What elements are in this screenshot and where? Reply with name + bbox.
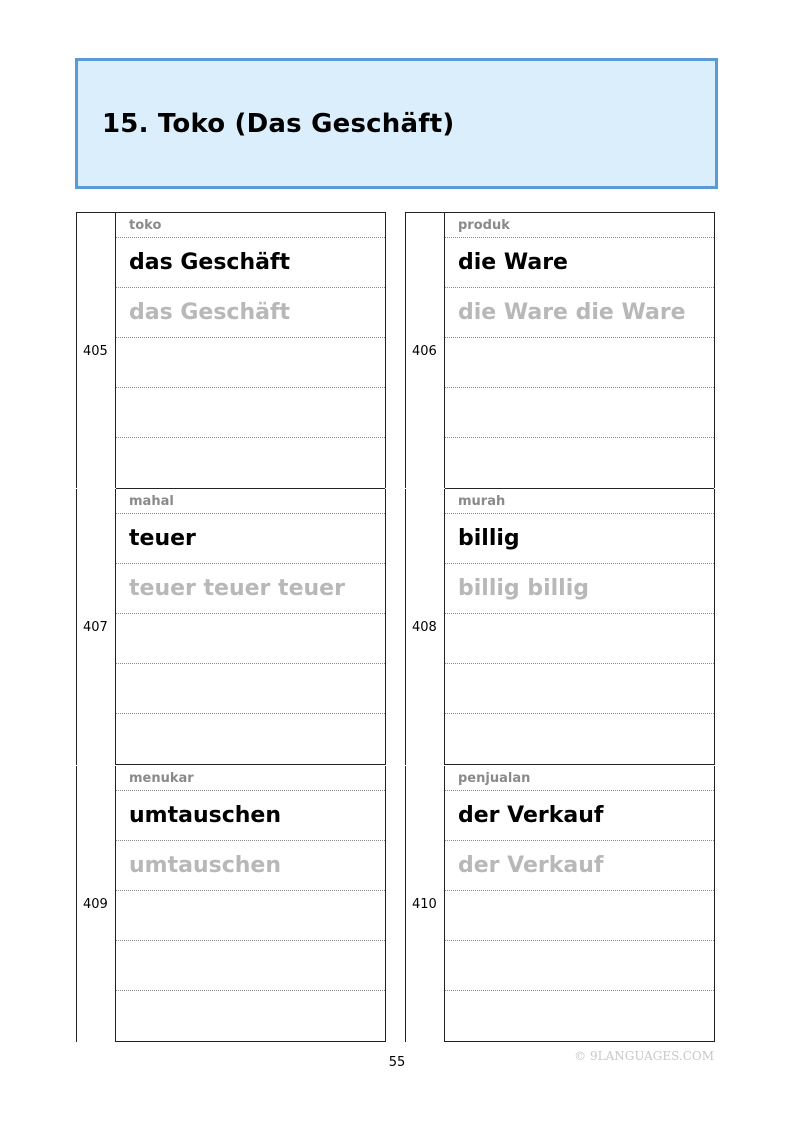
gloss-label: mahal <box>129 494 174 509</box>
vocab-word: teuer <box>129 526 196 551</box>
writing-line[interactable] <box>116 664 385 714</box>
vocab-word: das Geschäft <box>129 250 291 275</box>
writing-line[interactable] <box>445 891 714 941</box>
writing-line[interactable] <box>445 614 714 664</box>
page-number: 55 <box>388 1055 406 1070</box>
gloss-label: murah <box>458 494 506 509</box>
entry-number: 408 <box>412 620 437 635</box>
vocab-word: der Verkauf <box>458 803 604 828</box>
writing-line[interactable] <box>116 338 385 388</box>
writing-line[interactable] <box>445 941 714 991</box>
vocab-word: umtauschen <box>129 803 281 828</box>
vocab-card <box>76 489 386 765</box>
vocab-word: die Ware <box>458 250 568 275</box>
writing-line[interactable] <box>116 941 385 991</box>
trace-text: der Verkauf <box>458 853 604 878</box>
trace-text: umtauschen <box>129 853 281 878</box>
vocab-card <box>76 212 386 488</box>
entry-number: 406 <box>412 344 437 359</box>
writing-line[interactable] <box>116 438 385 489</box>
vocab-card <box>76 766 386 1042</box>
vocab-card <box>405 212 715 488</box>
writing-line[interactable] <box>445 664 714 714</box>
page-title: 15. Toko (Das Geschäft) <box>102 109 455 139</box>
header-box <box>75 58 718 189</box>
vocab-card <box>405 489 715 765</box>
trace-text: die Ware die Ware <box>458 300 686 325</box>
entry-number: 410 <box>412 897 437 912</box>
trace-text: das Geschäft <box>129 300 291 325</box>
writing-line[interactable] <box>116 388 385 438</box>
copyright-text: © 9LANGUAGES.COM <box>574 1049 714 1063</box>
writing-line[interactable] <box>445 438 714 489</box>
writing-line[interactable] <box>445 388 714 438</box>
vocab-card <box>405 766 715 1042</box>
gloss-label: menukar <box>129 771 194 786</box>
trace-text: billig billig <box>458 576 589 601</box>
writing-line[interactable] <box>116 714 385 765</box>
writing-line[interactable] <box>116 614 385 664</box>
writing-line[interactable] <box>116 991 385 1042</box>
writing-line[interactable] <box>116 891 385 941</box>
writing-line[interactable] <box>445 338 714 388</box>
writing-line[interactable] <box>445 714 714 765</box>
gloss-label: produk <box>458 218 510 233</box>
entry-number: 409 <box>83 897 108 912</box>
gloss-label: toko <box>129 218 162 233</box>
writing-line[interactable] <box>445 991 714 1042</box>
entry-number: 405 <box>83 344 108 359</box>
vocab-word: billig <box>458 526 520 551</box>
entry-number: 407 <box>83 620 108 635</box>
trace-text: teuer teuer teuer <box>129 576 345 601</box>
gloss-label: penjualan <box>458 771 531 786</box>
